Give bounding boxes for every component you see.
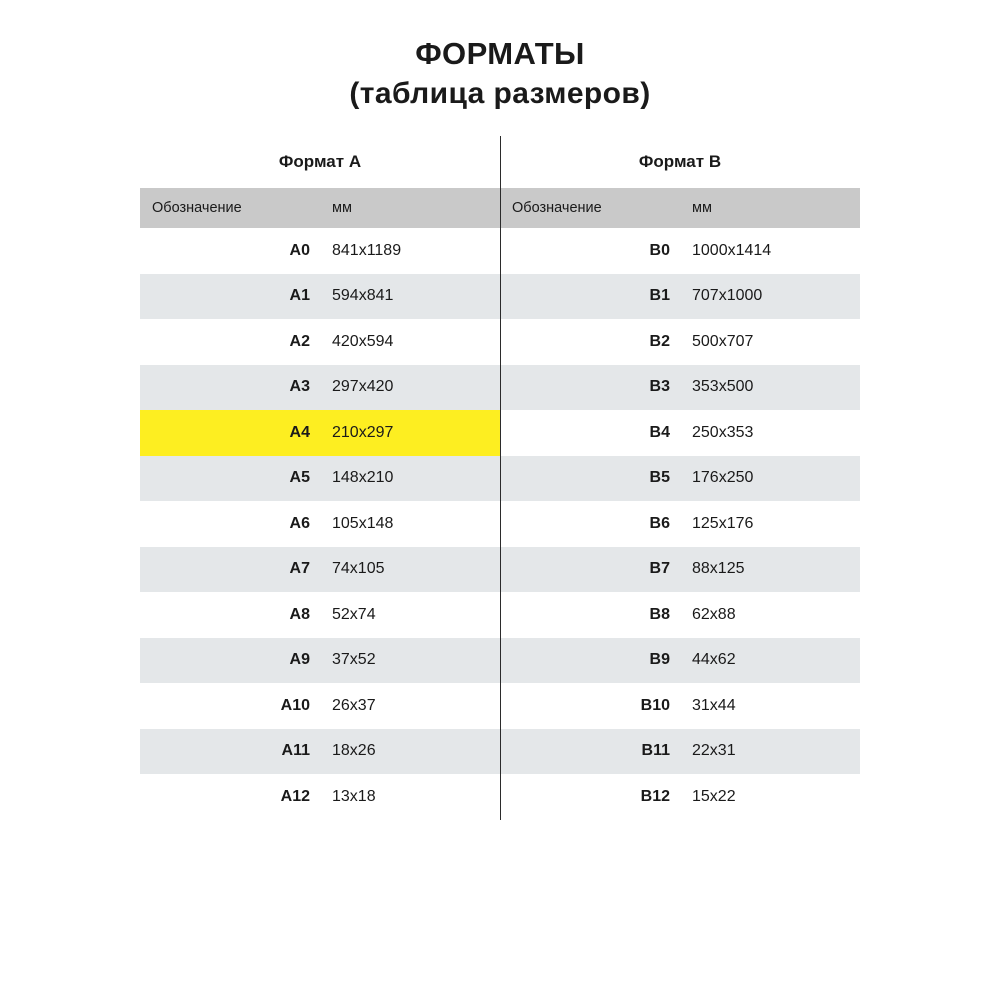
format-name: В9 xyxy=(500,638,680,684)
format-name: В4 xyxy=(500,410,680,456)
table-row xyxy=(500,774,860,820)
format-size: 297x420 xyxy=(320,365,500,411)
format-size: 18x26 xyxy=(320,729,500,775)
table-row xyxy=(140,319,500,365)
table-a-column-header-row xyxy=(140,188,500,228)
table-row xyxy=(140,592,500,638)
format-name: А0 xyxy=(140,228,320,274)
format-size: 1000x1414 xyxy=(680,228,860,274)
format-name: В12 xyxy=(500,774,680,820)
format-size: 13x18 xyxy=(320,774,500,820)
format-name: А10 xyxy=(140,683,320,729)
format-size: 31x44 xyxy=(680,683,860,729)
title-main: ФОРМАТЫ xyxy=(415,36,585,71)
format-a-table xyxy=(140,136,500,820)
column-header-designation-b: Обозначение xyxy=(500,188,680,228)
table-row xyxy=(140,729,500,775)
table-row xyxy=(500,547,860,593)
table-row xyxy=(140,365,500,411)
format-name: В11 xyxy=(500,729,680,775)
table-row xyxy=(140,228,500,274)
table-b-column-header-row xyxy=(500,188,860,228)
table-b-heading-row xyxy=(500,136,860,188)
format-a-heading: Формат А xyxy=(278,152,362,171)
format-b-table xyxy=(500,136,860,820)
format-name: А4 xyxy=(140,410,320,456)
format-size: 105x148 xyxy=(320,501,500,547)
format-name: А5 xyxy=(140,456,320,502)
format-name: А2 xyxy=(140,319,320,365)
format-size: 148x210 xyxy=(320,456,500,502)
format-size: 26x37 xyxy=(320,683,500,729)
format-size: 44x62 xyxy=(680,638,860,684)
format-name: В8 xyxy=(500,592,680,638)
page-title xyxy=(0,0,1000,114)
table-a-heading-row xyxy=(140,136,500,188)
table-row xyxy=(500,274,860,320)
table-row xyxy=(500,683,860,729)
table-row xyxy=(500,456,860,502)
table-row xyxy=(140,274,500,320)
table-row xyxy=(140,501,500,547)
format-size: 176x250 xyxy=(680,456,860,502)
table-row xyxy=(140,774,500,820)
format-size: 353x500 xyxy=(680,365,860,411)
format-size: 420x594 xyxy=(320,319,500,365)
format-name: В7 xyxy=(500,547,680,593)
format-size: 62x88 xyxy=(680,592,860,638)
table-row xyxy=(500,365,860,411)
format-size: 52x74 xyxy=(320,592,500,638)
column-header-designation-a: Обозначение xyxy=(140,188,320,228)
format-size: 125x176 xyxy=(680,501,860,547)
format-size: 22x31 xyxy=(680,729,860,775)
format-size: 88x125 xyxy=(680,547,860,593)
format-name: А1 xyxy=(140,274,320,320)
table-row xyxy=(500,228,860,274)
format-name: В1 xyxy=(500,274,680,320)
format-name: А12 xyxy=(140,774,320,820)
format-name: В2 xyxy=(500,319,680,365)
table-row xyxy=(140,683,500,729)
table-row xyxy=(500,592,860,638)
format-size: 15x22 xyxy=(680,774,860,820)
table-row xyxy=(140,638,500,684)
format-name: В3 xyxy=(500,365,680,411)
format-size: 594x841 xyxy=(320,274,500,320)
format-size: 841x1189 xyxy=(320,228,500,274)
table-row xyxy=(140,456,500,502)
format-size: 250x353 xyxy=(680,410,860,456)
format-name: А7 xyxy=(140,547,320,593)
format-name: А3 xyxy=(140,365,320,411)
tables-container xyxy=(140,136,860,820)
format-size: 210x297 xyxy=(320,410,500,456)
format-size: 37x52 xyxy=(320,638,500,684)
table-row-highlighted xyxy=(140,410,500,456)
format-name: В5 xyxy=(500,456,680,502)
table-row xyxy=(500,638,860,684)
table-row xyxy=(140,547,500,593)
format-name: А9 xyxy=(140,638,320,684)
format-b-heading: Формат В xyxy=(638,152,722,171)
format-name: В6 xyxy=(500,501,680,547)
table-row xyxy=(500,501,860,547)
format-name: В10 xyxy=(500,683,680,729)
format-size: 74x105 xyxy=(320,547,500,593)
table-row xyxy=(500,729,860,775)
format-size: 707x1000 xyxy=(680,274,860,320)
format-name: А11 xyxy=(140,729,320,775)
table-row xyxy=(500,319,860,365)
column-header-mm-a: мм xyxy=(320,188,500,228)
format-name: А6 xyxy=(140,501,320,547)
column-header-mm-b: мм xyxy=(680,188,860,228)
format-name: В0 xyxy=(500,228,680,274)
table-row xyxy=(500,410,860,456)
format-name: А8 xyxy=(140,592,320,638)
title-sub: (таблица размеров) xyxy=(349,77,651,110)
format-size: 500x707 xyxy=(680,319,860,365)
vertical-divider xyxy=(500,136,501,820)
